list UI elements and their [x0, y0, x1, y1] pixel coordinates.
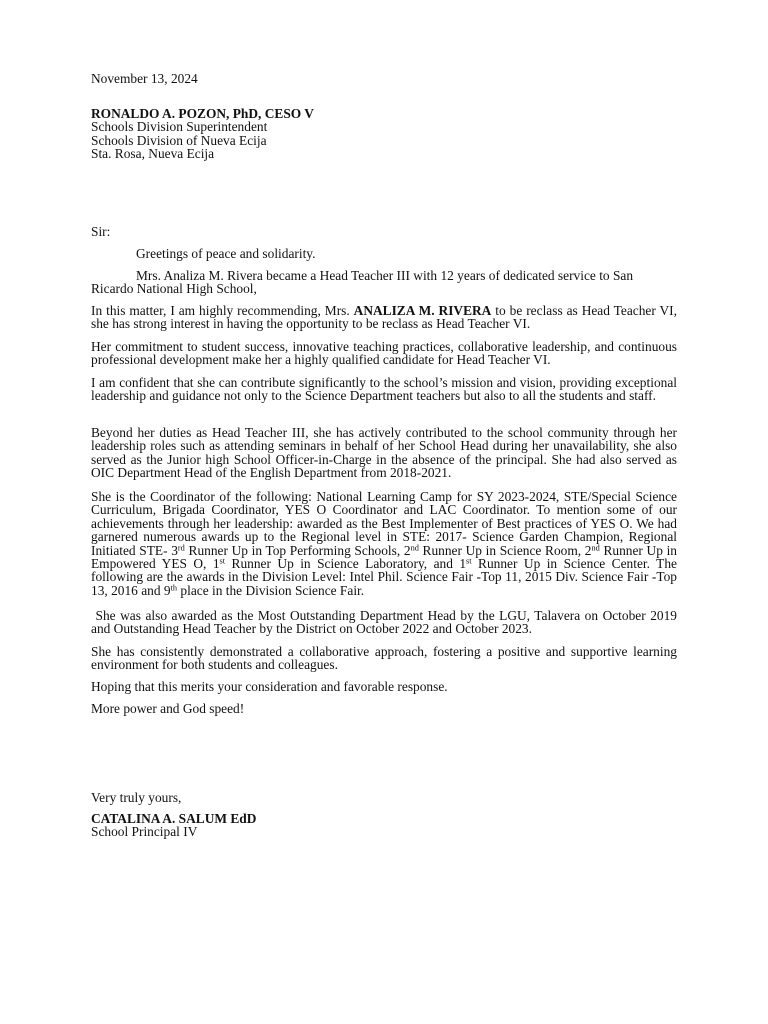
godspeed-paragraph: More power and God speed! [91, 701, 245, 716]
signature-block [91, 812, 677, 839]
greeting-paragraph: Greetings of peace and solidarity. [136, 246, 316, 261]
addressee-address: Sta. Rosa, Nueva Ecija [91, 146, 215, 162]
candidate-name: ANALIZA M. RIVERA [353, 303, 492, 318]
signatory-name: CATALINA A. SALUM EdD [91, 811, 257, 826]
awards-paragraph: She was also awarded as the Most Outstanding Department Head by the LGU, Talavera on October 2019 and Outstanding Head Teacher by the District on October 2022 and October 2023. [91, 608, 681, 637]
hoping-paragraph: Hoping that this merits your consideration and favorable response. [91, 679, 448, 694]
signatory-title: School Principal IV [91, 824, 198, 840]
recommendation-paragraph: In this matter, I am highly recommending, Mrs. ANALIZA M. RIVERA to be reclass as Head Teacher VI, she has strong interest in having the opportunity to be reclass as Head Teacher VI. [91, 303, 677, 332]
addressee-office: Schools Division of Nueva Ecija [91, 132, 267, 148]
letter-date: November 13, 2024 [91, 71, 198, 86]
collaboration-paragraph: She has consistently demonstrated a collaborative approach, fostering a positive and supportive learning environment for both students and colleagues. [91, 644, 677, 673]
addressee-title: Schools Division Superintendent [91, 119, 268, 135]
coordinator-paragraph: She is the Coordinator of the following: National Learning Camp for SY 2023-2024, STE/Special Science Curriculum, Brigada Coordinator, YES O Coordinator and LAC Coordinator. To mention some of our achievements through her leadership: awarded as the Best Implementer of Best practices of YES O. We had garnered numerous awards up to the Regional level in STE: 2017- Science Garden Champion, Regional Initiated STE- 3rd Runner Up in Top Performing Schools, 2nd Runner Up in Science Room, 2nd Runner Up in Empowered YES O, 1st Runner Up in Science Laboratory, and 1st Runner Up in Science Center. The following are the awards in the Division Level: Intel Phil. Science Fair -Top 11, 2015 Div. Science Fair -Top 13, 2016 and 9th place in the Division Science Fair. [91, 489, 678, 598]
duties-paragraph: Beyond her duties as Head Teacher III, she has actively contributed to the school community through her leadership roles such as attending seminars in behalf of her School Head during her unavailability, she also served as the Junior high School Officer-in-Charge in the absence of the principal. She had also served as OIC Department Head of the English Department from 2018-2021. [91, 425, 677, 481]
salutation: Sir: [91, 224, 111, 239]
confidence-paragraph: I am confident that she can contribute significantly to the school’s mission and vision, providing exceptional leadership and guidance not only to the Science Department teachers but also to all the students and staff. [91, 375, 677, 404]
addressee-name: RONALDO A. POZON, PhD, CESO V [91, 106, 314, 121]
commitment-paragraph: Her commitment to student success, innovative teaching practices, collaborative leadership, and continuous professional development make her a highly qualified candidate for Head Teacher VI. [91, 339, 677, 368]
addressee-block [91, 107, 677, 161]
intro-paragraph: Mrs. Analiza M. Rivera became a Head Teacher III with 12 years of dedicated service to San Ricardo National High School, [91, 268, 634, 297]
complimentary-closing: Very truly yours, [91, 790, 182, 805]
